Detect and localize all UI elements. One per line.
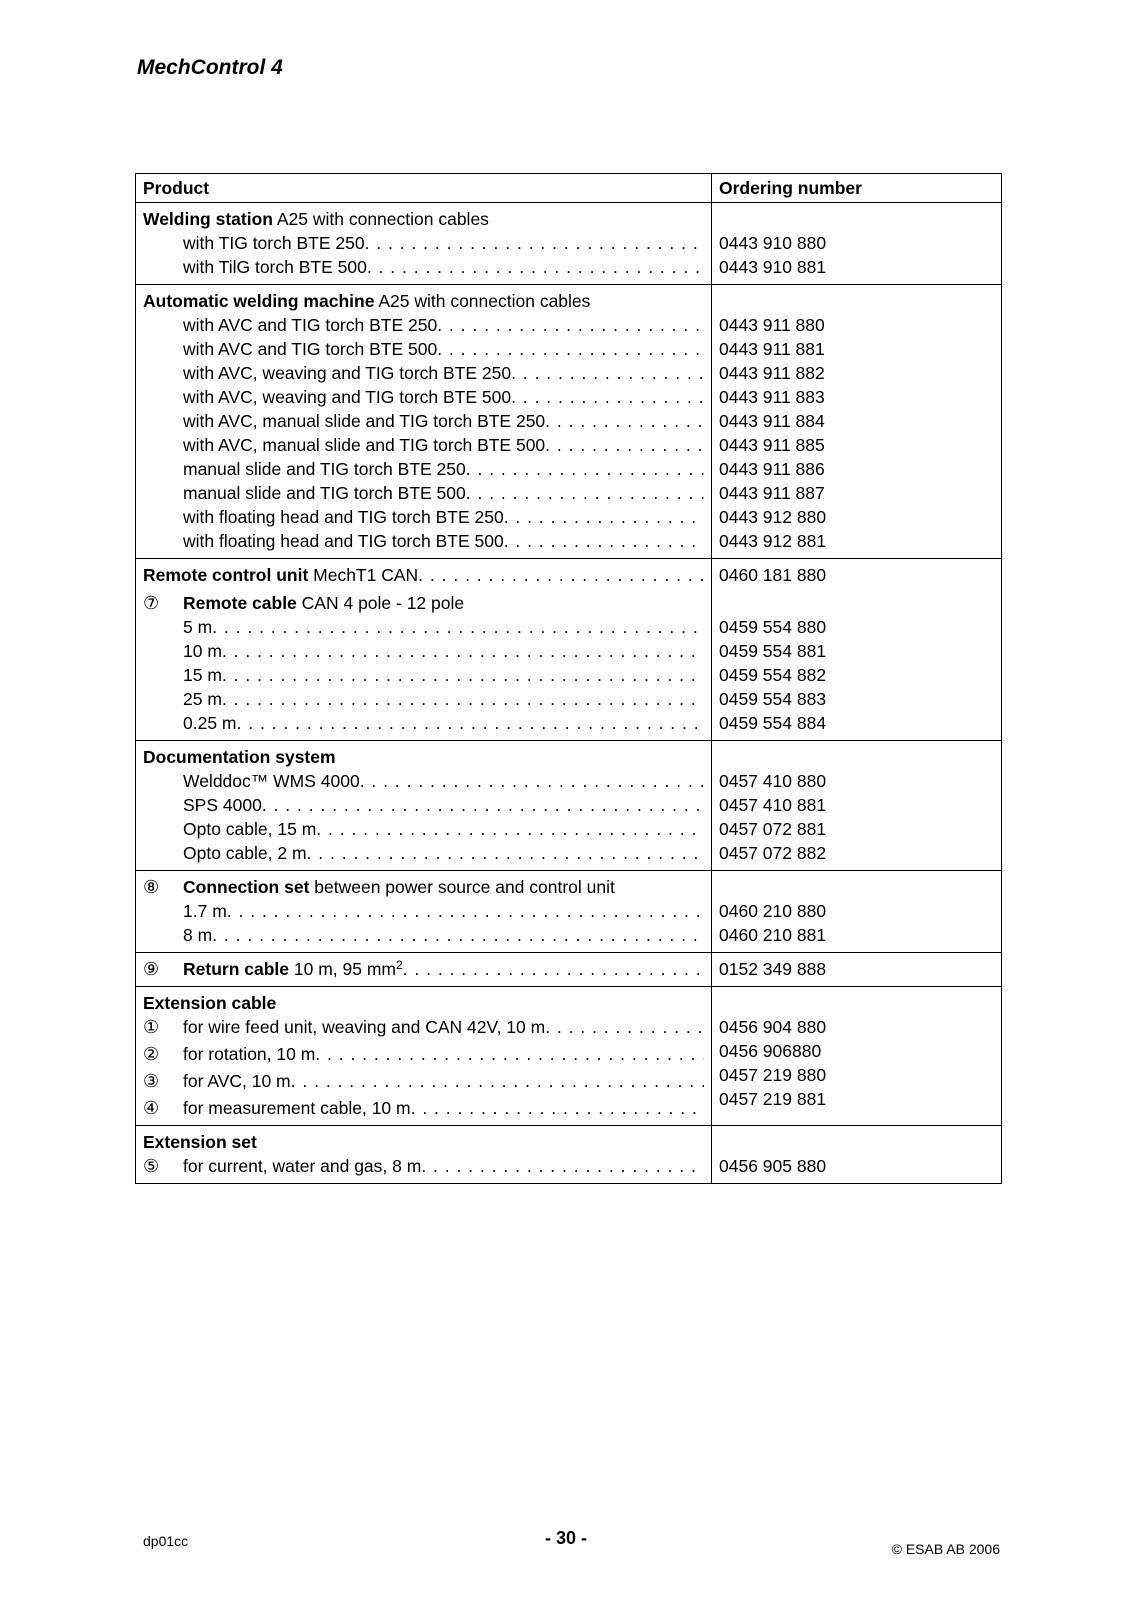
dot-leader bbox=[222, 687, 704, 711]
dot-leader bbox=[504, 529, 704, 553]
table-row bbox=[136, 285, 1002, 559]
section-title: Extension set bbox=[143, 1132, 257, 1152]
section-title bbox=[143, 957, 704, 981]
dot-leader bbox=[222, 639, 704, 663]
dot-leader bbox=[237, 711, 705, 735]
ordering-number: 0456 904 880 bbox=[719, 1017, 827, 1037]
subsection-title-bold: Remote cable bbox=[183, 593, 297, 613]
ordering-number: 0457 219 881 bbox=[719, 1089, 827, 1109]
ordering-number-cell bbox=[712, 1126, 1002, 1184]
table-row bbox=[136, 1126, 1002, 1184]
table-header-row bbox=[136, 174, 1002, 203]
ordering-number: 0443 911 887 bbox=[719, 483, 825, 503]
item-label: with floating head and TIG torch BTE 250 bbox=[183, 507, 504, 527]
callout-7-icon: ⑦ bbox=[143, 593, 160, 613]
section-title-rest: MechT1 CAN bbox=[308, 565, 419, 585]
product-cell bbox=[136, 559, 712, 741]
item-label: with AVC and TIG torch BTE 500 bbox=[183, 339, 438, 359]
dot-leader bbox=[360, 769, 704, 793]
ordering-number: 0443 911 886 bbox=[719, 459, 825, 479]
ordering-number: 0459 554 880 bbox=[719, 617, 827, 637]
callout-4-icon: ④ bbox=[143, 1098, 160, 1118]
item-label: with TIG torch BTE 250 bbox=[183, 233, 365, 253]
ordering-number: 0443 911 884 bbox=[719, 411, 825, 431]
product-cell bbox=[136, 1126, 712, 1184]
ordering-number-cell bbox=[712, 559, 1002, 741]
item-label: with AVC and TIG torch BTE 250 bbox=[183, 315, 438, 335]
list-item bbox=[143, 385, 704, 409]
section-title-rest: between power source and control unit bbox=[309, 877, 615, 897]
callout-2-icon: ② bbox=[143, 1044, 160, 1064]
table-row bbox=[136, 953, 1002, 987]
list-item bbox=[143, 231, 704, 255]
ordering-number: 0443 910 881 bbox=[719, 257, 827, 277]
item-label: manual slide and TIG torch BTE 250 bbox=[183, 459, 466, 479]
product-cell bbox=[136, 203, 712, 285]
page-number: - 30 - bbox=[544, 1528, 587, 1548]
item-label: with AVC, manual slide and TIG torch BTE 500 bbox=[183, 435, 546, 455]
dot-leader bbox=[437, 337, 704, 361]
item-label: SPS 4000 bbox=[183, 795, 262, 815]
dot-leader bbox=[403, 957, 704, 981]
table-row bbox=[136, 987, 1002, 1126]
list-item bbox=[143, 529, 704, 553]
section-title bbox=[143, 875, 704, 899]
dot-leader bbox=[315, 1042, 704, 1066]
item-label: for wire feed unit, weaving and CAN 42V, 10 m bbox=[183, 1017, 546, 1037]
list-item bbox=[143, 457, 704, 481]
superscript: 2 bbox=[395, 958, 403, 972]
callout-3-icon: ③ bbox=[143, 1071, 160, 1091]
ordering-number-cell bbox=[712, 871, 1002, 953]
product-cell bbox=[136, 285, 712, 559]
ordering-number: 0456 905 880 bbox=[719, 1156, 827, 1176]
item-label: with TilG torch BTE 500 bbox=[183, 257, 367, 277]
dot-leader bbox=[411, 1096, 704, 1120]
product-cell bbox=[136, 987, 712, 1126]
dot-leader bbox=[466, 481, 704, 505]
ordering-number: 0443 911 882 bbox=[719, 363, 825, 383]
ordering-number: 0443 912 881 bbox=[719, 531, 827, 551]
list-item bbox=[143, 1042, 704, 1066]
dot-leader bbox=[212, 615, 704, 639]
ordering-number: 0457 219 880 bbox=[719, 1065, 827, 1085]
item-label: Opto cable, 15 m bbox=[183, 819, 317, 839]
item-label: 0.25 m bbox=[183, 713, 237, 733]
item-label: 15 m bbox=[183, 665, 222, 685]
dot-leader bbox=[222, 663, 704, 687]
section-title-bold: Automatic welding machine bbox=[143, 291, 375, 311]
list-item bbox=[143, 615, 704, 639]
item-label: with AVC, weaving and TIG torch BTE 500 bbox=[183, 387, 512, 407]
copyright-notice: © ESAB AB 2006 bbox=[891, 1541, 1000, 1557]
ordering-number: 0152 349 888 bbox=[719, 959, 827, 979]
callout-8-icon: ⑧ bbox=[143, 877, 160, 897]
ordering-number-cell bbox=[712, 203, 1002, 285]
list-item bbox=[143, 361, 704, 385]
item-label: with AVC, weaving and TIG torch BTE 250 bbox=[183, 363, 512, 383]
ordering-number: 0456 906880 bbox=[719, 1041, 822, 1061]
list-item bbox=[143, 255, 704, 279]
ordering-number: 0460 210 880 bbox=[719, 901, 827, 921]
list-item bbox=[143, 505, 704, 529]
item-label: manual slide and TIG torch BTE 500 bbox=[183, 483, 466, 503]
dot-leader bbox=[545, 433, 704, 457]
document-code: dp01cc bbox=[143, 1533, 189, 1549]
item-label: with floating head and TIG torch BTE 500 bbox=[183, 531, 504, 551]
item-label: for rotation, 10 m bbox=[183, 1044, 316, 1064]
section-title-rest: 10 m, 95 mm bbox=[289, 959, 396, 979]
subsection-title-rest: CAN 4 pole - 12 pole bbox=[296, 593, 465, 613]
section-title bbox=[143, 207, 704, 231]
item-label: with AVC, manual slide and TIG torch BTE 250 bbox=[183, 411, 546, 431]
ordering-number-cell bbox=[712, 285, 1002, 559]
list-item bbox=[143, 769, 704, 793]
dot-leader bbox=[365, 231, 704, 255]
ordering-number: 0443 911 883 bbox=[719, 387, 825, 407]
item-label: for current, water and gas, 8 m bbox=[183, 1156, 422, 1176]
item-label: 5 m bbox=[183, 617, 213, 637]
list-item bbox=[143, 639, 704, 663]
section-title-bold: Remote control unit bbox=[143, 565, 309, 585]
list-item bbox=[143, 481, 704, 505]
callout-1-icon: ① bbox=[143, 1017, 160, 1037]
list-item bbox=[143, 1069, 704, 1093]
dot-leader bbox=[421, 1154, 704, 1178]
list-item bbox=[143, 1096, 704, 1120]
list-item bbox=[143, 793, 704, 817]
section-title-rest: A25 with connection cables bbox=[272, 209, 489, 229]
section-title-bold: Connection set bbox=[183, 877, 310, 897]
dot-leader bbox=[466, 457, 704, 481]
ordering-number: 0443 911 885 bbox=[719, 435, 825, 455]
item-label: 25 m bbox=[183, 689, 222, 709]
list-item bbox=[143, 433, 704, 457]
ordering-number-cell bbox=[712, 987, 1002, 1126]
item-label: 8 m bbox=[183, 925, 213, 945]
ordering-number: 0443 911 881 bbox=[719, 339, 825, 359]
callout-9-icon: ⑨ bbox=[143, 959, 160, 979]
list-item bbox=[143, 687, 704, 711]
dot-leader bbox=[511, 385, 704, 409]
dot-leader bbox=[367, 255, 704, 279]
ordering-number-cell bbox=[712, 741, 1002, 871]
ordering-number: 0457 072 881 bbox=[719, 819, 827, 839]
table-row bbox=[136, 203, 1002, 285]
dot-leader bbox=[504, 505, 704, 529]
table-row bbox=[136, 559, 1002, 741]
item-label: for AVC, 10 m bbox=[183, 1071, 291, 1091]
ordering-table bbox=[135, 173, 1002, 1184]
list-item bbox=[143, 1154, 704, 1178]
item-label: 1.7 m bbox=[183, 901, 227, 921]
ordering-number: 0443 912 880 bbox=[719, 507, 827, 527]
dot-leader bbox=[511, 361, 704, 385]
list-item bbox=[143, 1015, 704, 1039]
item-label: 10 m bbox=[183, 641, 222, 661]
dot-leader bbox=[437, 313, 704, 337]
document-title: MechControl 4 bbox=[137, 56, 283, 79]
ordering-number: 0459 554 882 bbox=[719, 665, 827, 685]
list-item bbox=[143, 337, 704, 361]
list-item bbox=[143, 899, 704, 923]
dot-leader bbox=[227, 899, 704, 923]
item-label: Opto cable, 2 m bbox=[183, 843, 307, 863]
ordering-number: 0443 911 880 bbox=[719, 315, 825, 335]
dot-leader bbox=[545, 409, 704, 433]
ordering-number: 0443 910 880 bbox=[719, 233, 827, 253]
dot-leader bbox=[307, 841, 704, 865]
dot-leader bbox=[316, 817, 704, 841]
ordering-number: 0457 410 881 bbox=[719, 795, 827, 815]
ordering-number: 0460 210 881 bbox=[719, 925, 827, 945]
list-item bbox=[143, 923, 704, 947]
ordering-number: 0457 072 882 bbox=[719, 843, 827, 863]
table-row bbox=[136, 741, 1002, 871]
ordering-number: 0460 181 880 bbox=[719, 565, 827, 585]
section-title-bold: Return cable bbox=[183, 959, 289, 979]
product-cell bbox=[136, 871, 712, 953]
ordering-number-cell bbox=[712, 953, 1002, 987]
list-item bbox=[143, 711, 704, 735]
section-title: Extension cable bbox=[143, 993, 277, 1013]
section-title: Documentation system bbox=[143, 747, 336, 767]
list-item bbox=[143, 313, 704, 337]
section-title bbox=[143, 289, 704, 313]
dot-leader bbox=[291, 1069, 704, 1093]
list-item bbox=[143, 841, 704, 865]
column-header-ordering-number: Ordering number bbox=[712, 174, 1002, 203]
dot-leader bbox=[418, 563, 704, 587]
list-item bbox=[143, 409, 704, 433]
list-item bbox=[143, 663, 704, 687]
dot-leader bbox=[545, 1015, 704, 1039]
section-title-rest: A25 with connection cables bbox=[374, 291, 591, 311]
dot-leader bbox=[262, 793, 704, 817]
item-label: for measurement cable, 10 m bbox=[183, 1098, 411, 1118]
callout-5-icon: ⑤ bbox=[143, 1156, 160, 1176]
list-item bbox=[143, 817, 704, 841]
ordering-number: 0459 554 883 bbox=[719, 689, 827, 709]
ordering-number: 0457 410 880 bbox=[719, 771, 827, 791]
item-label: Welddoc™ WMS 4000 bbox=[183, 771, 360, 791]
column-header-product: Product bbox=[136, 174, 712, 203]
ordering-number: 0459 554 884 bbox=[719, 713, 827, 733]
product-cell bbox=[136, 741, 712, 871]
product-cell bbox=[136, 953, 712, 987]
dot-leader bbox=[212, 923, 704, 947]
table-row bbox=[136, 871, 1002, 953]
section-title-bold: Welding station bbox=[143, 209, 273, 229]
section-title bbox=[143, 563, 704, 587]
subsection-title bbox=[143, 591, 704, 615]
ordering-number: 0459 554 881 bbox=[719, 641, 827, 661]
